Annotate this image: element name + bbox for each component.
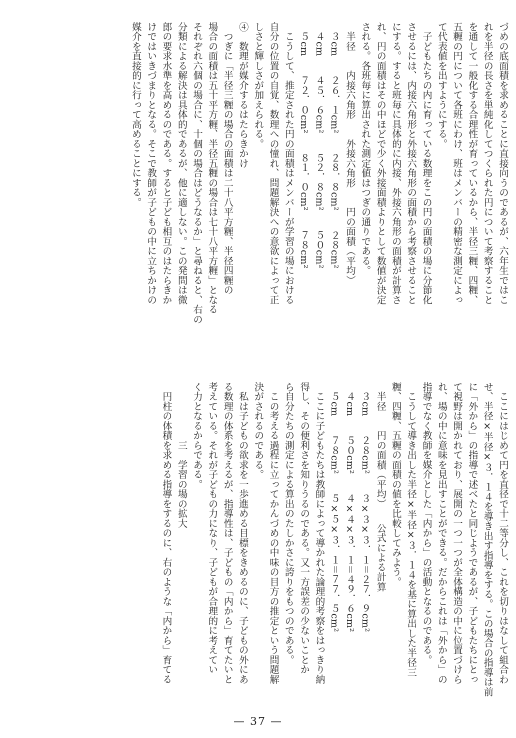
text-line: ４cm ５０cm² ４×４×３．１＝４９．６cm²: [344, 382, 356, 633]
text-line: 得し、その便利さを知りうるのである。又一方誤差の少ないことか: [298, 382, 310, 675]
text-line: こうして、推定された円の面積はメンバーが学習の場における: [282, 22, 294, 305]
text-line: ここに子どもたちは教師によって導かれた論理的考察をはっきり納: [313, 382, 325, 685]
text-line: ④ 数理が媒介するはたらきかけ: [236, 22, 248, 169]
text-line: 糎、四糎、五糎の面積の値を比較してみよう。: [389, 382, 401, 587]
text-line: 半径 内接六角形 外接六角形 円の面積（平均）: [344, 22, 356, 286]
text-line: 半径 円の面積（平均） 公式による計算: [374, 382, 386, 592]
text-line: れを半径の長さを単純化してつくられた円について考察すること: [481, 22, 493, 305]
upper-text-block: [4, 22, 510, 340]
text-line: けではいきづまりとなる。そこで教師が子どもの中に立ちかけの: [145, 22, 157, 305]
text-line: て代表値を出すようにする。: [435, 22, 447, 149]
text-line: ここにはじめて円を直径で十二等分し、これを切りはなして組合わ: [497, 382, 508, 685]
lower-text-block: [4, 382, 510, 702]
text-line: 分類による解決は具体的であるが、他に適しない。この発問は微: [175, 22, 187, 305]
text-line: を通して一般化する合理性が育っているから、半径三糎、四糎、: [466, 22, 478, 305]
text-line: 媒介を直接的に行って高めることにする。: [129, 22, 141, 208]
text-line: させるには、内接六角形と外接六角形の面積から考察させること: [405, 22, 417, 305]
text-line: 郎の要求水準を高めるのである。すると子ども相互のはたらきか: [160, 22, 172, 305]
text-line: ら自分たちの測定による算出のたしかさに誇りをもつのである。: [282, 382, 294, 665]
text-line: 指導でなく教師を媒介とした「内から」の活動となるのである。: [420, 382, 432, 665]
text-line: つぎに「半径三糎の場合の面積は二十八平方糎、半径四糎の: [221, 22, 233, 295]
text-line: く力となるからである。: [191, 382, 203, 490]
text-line: ４cm ４５．６cm² ５２．８cm² ５０cm²: [313, 22, 325, 269]
text-line: て視野は開かれており、展開の一つ一つが全体構造の中に位置づけら: [451, 382, 463, 685]
text-line: しさと輝しさが加えられる。: [252, 22, 264, 149]
text-line: づめの底面積を求めることに直接向うのであるが、六年生ではこ: [497, 22, 508, 305]
text-line: に「外から」の指導で述べたと同じようであるが、子どもたちにとっ: [466, 382, 478, 685]
text-line: される。各班毎に算出された測定値はつぎの通りである。: [359, 22, 371, 276]
page-number: — 37 —: [233, 715, 283, 728]
text-line: にする。すると班毎に具体的に内接、外接六角形の面積が計算さ: [389, 22, 401, 305]
text-line: れ、円の面積はその中ほどで少く外接面積よりとして数値が決定: [374, 22, 386, 305]
text-line: こうして導き出した半径×半径×３．１４を基に算出した半径三: [405, 382, 417, 678]
text-line: 五糎の円について各班にわけ、班はメンバーの精密な測定によっ: [451, 22, 463, 305]
text-line: せ、半径×半径×３．１４を導き出す指導をする。この場合の指導は前: [481, 382, 493, 697]
text-line: る数理の体系を考えるが、指導性は、子どもの「内から」育てたいと: [221, 382, 233, 685]
text-line: 決がされるのである。: [252, 382, 264, 480]
text-line: 円柱の体積を求める指導をするのに、右のような「内から」育てる: [160, 382, 172, 685]
text-line: ３cm ２６．１cm² ２８．８cm² ２８cm²: [328, 22, 340, 269]
text-line: 子どもたちの内に育っている数理をこの円の面積の場に分節化: [420, 22, 432, 305]
text-line: 場合の面積は五十平方糎、半径五糎の場合は七十八平方糎」となる: [206, 22, 218, 315]
text-line: 自分の位置の自覚、数理への憧れ、問題解決への意欲によって正: [267, 22, 279, 305]
text-line: ３cm ２８cm² ３×３×３．１＝２７．９cm²: [359, 382, 371, 633]
text-line: 考えている。それが子どもの力になり、子どもが合理的に考えてい: [206, 382, 218, 675]
text-line: 私は子どもの欲求を一歩進める目標をきめるのに、子どもの外にあ: [236, 382, 248, 685]
text-line: れ、場の中に意味を見出すことができる。だからこれは「外から」の: [435, 382, 447, 685]
text-line: ５cm ７８cm² ５×５×３．１＝７７．５cm²: [328, 382, 340, 633]
text-line: ５cm ７２．０cm² ８１．０cm² ７８cm²: [298, 22, 310, 269]
text-line: この考える過程に立ってかんづめの中味の目方の推定という問題解: [267, 382, 279, 685]
text-line: それぞれ六個の場合に、十個の場合はどうなるか」と尋ねると、右の: [191, 22, 203, 325]
text-line: 三 学習の場の拡大: [175, 382, 187, 529]
